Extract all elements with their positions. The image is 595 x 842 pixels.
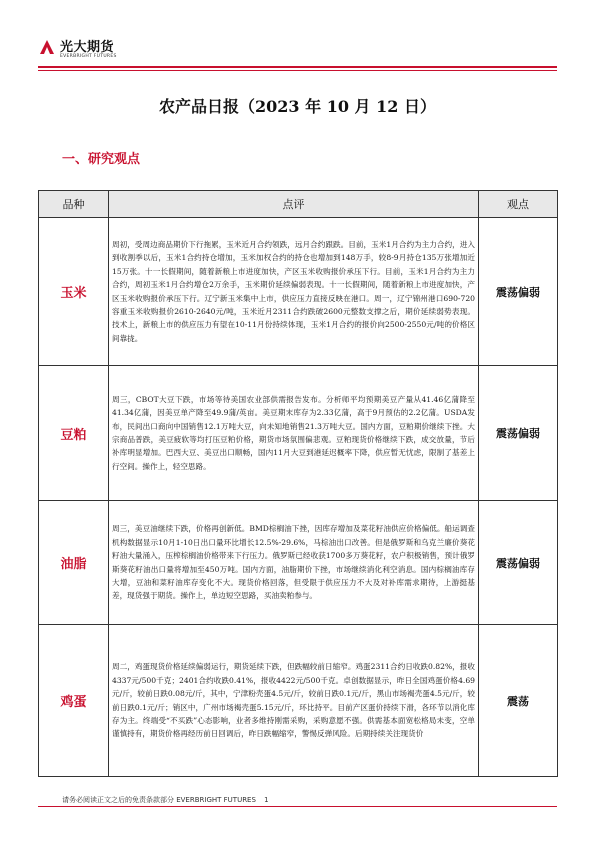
header-rule-top	[38, 66, 557, 68]
comment-cell: 周三，CBOT大豆下跌，市场等待美国农业部供需报告发布。分析师平均预期美豆产量从41.46亿蒲降至41.34亿蒲，因美豆单产降至49.9蒲/英亩。美豆期末库存为2.33亿蒲，高于9月预估的2.2亿蒲。USDA发布，民间出口商向中国销售12.1万吨大豆，向未知地销售21.3万吨大豆。国内方面，豆粕期价继续下挫。大宗商品普跌，美豆疲软等均打压豆粕价格，期货市场氛围偏悲观。豆粕现货价格继续下跌，成交放量，节后补库明显增加。巴西大豆、美豆出口顺畅，国内11月大豆到港延迟概率下降，供应暂无忧虑，限制了基差上行空间。操作上，轻空思路。	[109, 366, 479, 501]
view-cell: 震荡	[479, 625, 558, 777]
header-comment: 点评	[109, 191, 479, 218]
variety-cell: 鸡蛋	[39, 625, 109, 777]
table-row	[39, 366, 558, 501]
header-view: 观点	[479, 191, 558, 218]
table-row	[39, 625, 558, 777]
footer-disclaimer	[62, 795, 269, 805]
footer-text: 请务必阅读正文之后的免责条款部分 EVERBRIGHT FUTURES	[62, 796, 256, 804]
company-logo	[38, 36, 148, 66]
section-heading: 一、研究观点	[62, 152, 141, 167]
view-cell: 震荡偏弱	[479, 366, 558, 501]
table-row	[39, 218, 558, 366]
research-table	[38, 190, 558, 777]
header-variety: 品种	[39, 191, 109, 218]
comment-cell: 周初，受周边商品期价下行拖累，玉米近月合约领跌，远月合约跟跌。目前，玉米1月合约为主力合约，进入到收割季以后，玉米1合约持仓增加，玉米加权合约的持仓也增加到148万手，较8-9月持仓135万张增加近15万张。十一长假期间，随着新粮上市进度加快，产区玉米收购报价承压下行。目前，玉米1月合约为主力合约，周初玉米1月合约增仓2万余手，玉米期价延续偏弱表现。十一长假期间，随着新粮上市进度加快，产区玉米收购报价承压下行。辽宁新玉米集中上市，供应压力直接反映在港口。周一，辽宁锦州港口690-720容重玉米收购报价2610-2640元/吨，玉米近月2311合约跌破2600元整数支撑之后，期价延续弱势表现。技术上，新粮上市的供应压力有望在10-11月份持续体现，玉米1月合约的报价向2500-2550元/吨的价格区间靠拢。	[109, 218, 479, 366]
comment-cell: 周三，美豆油继续下跌，价格再创新低。BMD棕榈油下挫，因库存增加及菜花籽油供应价格偏低。船运调查机构数据显示10月1-10日出口量环比增长12.5%-29.6%，马棕油出口改善。但是俄罗斯和乌克兰廉价葵花籽油大量涌入，压榨棕榈油价格带来下行压力。俄罗斯已经收获1700多万葵花籽，农户积极销售，预计俄罗斯葵花籽油出口量将增加至450万吨。国内方面，油脂期价下挫，市场继续消化利空消息。国内棕榈油库存大增，豆油和菜籽油库存变化不大。现货价格回落，但受限于供应压力不大及对补库需求期待，上游挺基差，现货强于期货。操作上，单边短空思路，买油卖粕参与。	[109, 501, 479, 625]
variety-cell: 玉米	[39, 218, 109, 366]
page-title: 农产品日报（2023 年 10 月 12 日）	[159, 97, 436, 116]
view-cell: 震荡偏弱	[479, 218, 558, 366]
footer-rule	[38, 806, 557, 807]
variety-cell: 豆粕	[39, 366, 109, 501]
comment-cell: 周二，鸡蛋现货价格延续偏弱运行，期货延续下跌，但跌幅较前日缩窄。鸡蛋2311合约日收跌0.82%，报收4337元/500千克；2401合约收跌0.41%，报收4422元/500千克。卓创数据显示，昨日全国鸡蛋价格4.69元/斤，较前日跌0.08元/斤，其中，宁津粉壳蛋4.5元/斤，较前日跌0.1元/斤，黑山市场褐壳蛋4.5元/斤，较前日跌0.1元/斤；销区中，广州市场褐壳蛋5.15元/斤，环比持平。目前产区蛋价持续下滑，各环节以消化库存为主。终端受“不买跌”心态影响，业者多维持刚需采购，采购意愿不强。供需基本面宽松格局未变，空单谨慎持有，期货价格再经历前日回调后，昨日跌幅缩窄，警惕反弹风险。后期持续关注现货价	[109, 625, 479, 777]
view-cell: 震荡偏弱	[479, 501, 558, 625]
page-number: 1	[264, 796, 269, 804]
table-header-row	[39, 191, 558, 218]
logo-text-cn: 光大期货	[60, 40, 115, 55]
everbright-logo-icon	[38, 38, 56, 56]
table-row	[39, 501, 558, 625]
variety-cell: 油脂	[39, 501, 109, 625]
logo-text-en: EVERBRIGHT FUTURES	[60, 54, 117, 59]
header-rule-bottom	[38, 70, 557, 71]
